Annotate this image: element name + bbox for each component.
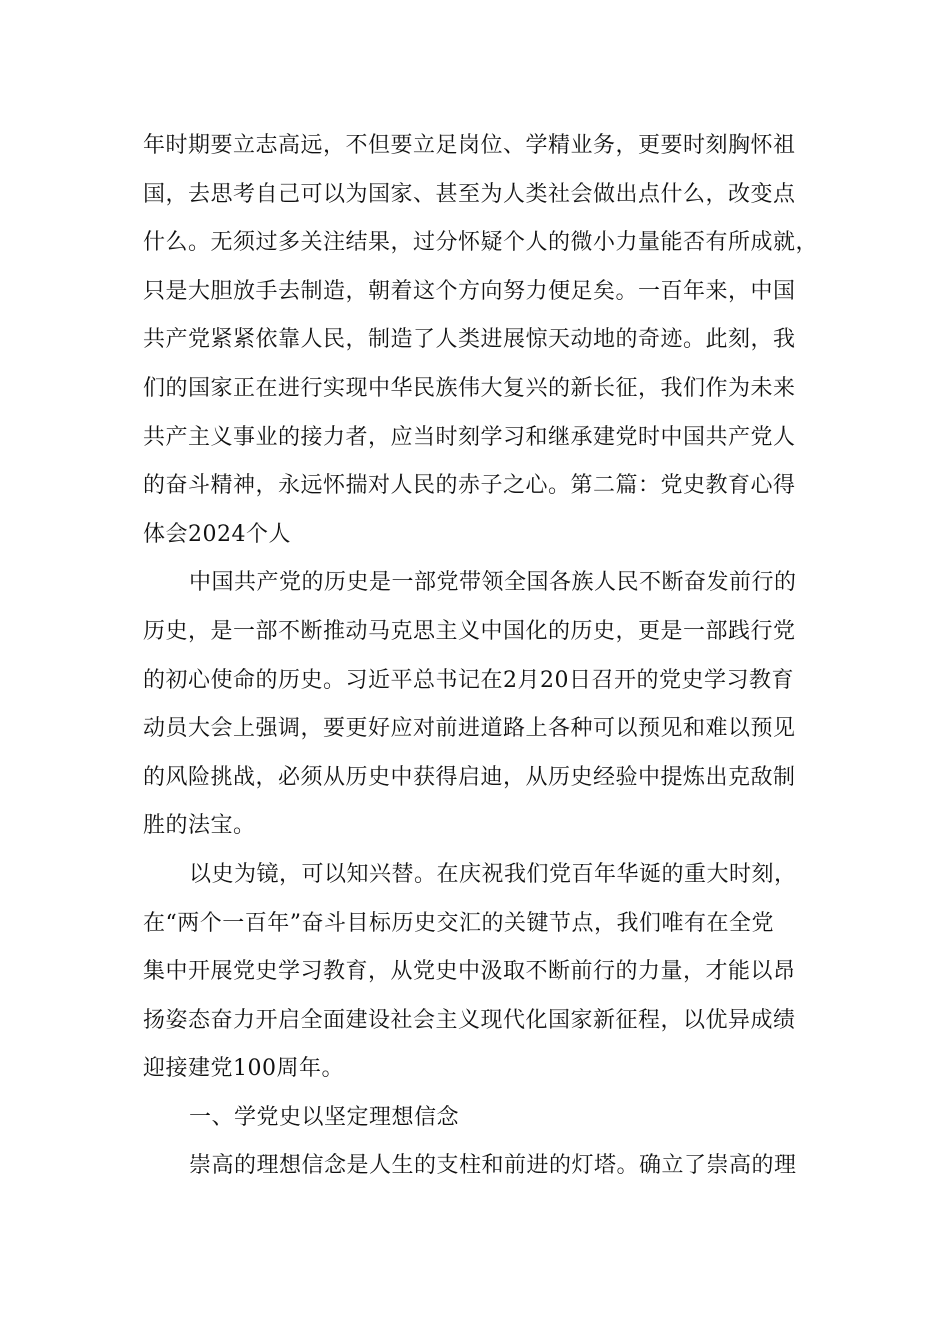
text-line: 们的国家正在进行实现中华民族伟大复兴的新长征，我们作为未来: [143, 375, 796, 401]
text-line: 共产主义事业的接力者，应当时刻学习和继承建党时中国共产党人: [143, 424, 796, 450]
text-line: 迎接建党100周年。: [143, 1056, 344, 1082]
text-line: 什么。无须过多关注结果，过分怀疑个人的微小力量能否有所成就，: [143, 230, 819, 256]
text-line: 共产党紧紧依靠人民，制造了人类进展惊天动地的奇迹。此刻，我: [143, 327, 796, 353]
text-line: 只是大胆放手去制造，朝着这个方向努力便足矣。一百年来，中国: [143, 278, 796, 304]
text-line: 体会2024个人: [143, 521, 291, 547]
paragraph-start-line: 中国共产党的历史是一部党带领全国各族人民不断奋发前行的: [189, 570, 797, 596]
text-line: 动员大会上强调，要更好应对前进道路上各种可以预见和难以预见: [143, 716, 796, 742]
text-line: 国，去思考自己可以为国家、甚至为人类社会做出点什么，改变点: [143, 181, 796, 207]
document-body: [143, 122, 819, 1191]
text-line: 的风险挑战，必须从历史中获得启迪，从历史经验中提炼出克敌制: [143, 764, 796, 790]
paragraph-start-line: 以史为镜，可以知兴替。在庆祝我们党百年华诞的重大时刻，: [189, 861, 797, 887]
text-line: 年时期要立志高远，不但要立足岗位、学精业务，更要时刻胸怀祖: [143, 133, 796, 158]
text-line: 在“两个一百年”奋斗目标历史交汇的关键节点，我们唯有在全党: [143, 910, 774, 936]
text-line: 历史，是一部不断推动马克思主义中国化的历史，更是一部践行党: [143, 618, 796, 644]
paragraph-start-line: 崇高的理想信念是人生的支柱和前进的灯塔。确立了崇高的理: [189, 1153, 797, 1179]
text-line: 的奋斗精神，永远怀揣对人民的赤子之心。第二篇：党史教育心得: [143, 473, 796, 499]
text-line: 胜的法宝。: [143, 813, 256, 839]
text-line: 集中开展党史学习教育，从党史中汲取不断前行的力量，才能以昂: [143, 959, 796, 985]
text-line: 的初心使命的历史。习近平总书记在2月20日召开的党史学习教育: [143, 667, 794, 693]
text-line: 扬姿态奋力开启全面建设社会主义现代化国家新征程，以优异成绩: [143, 1007, 796, 1033]
section-heading: 一、学党史以坚定理想信念: [189, 1104, 460, 1130]
